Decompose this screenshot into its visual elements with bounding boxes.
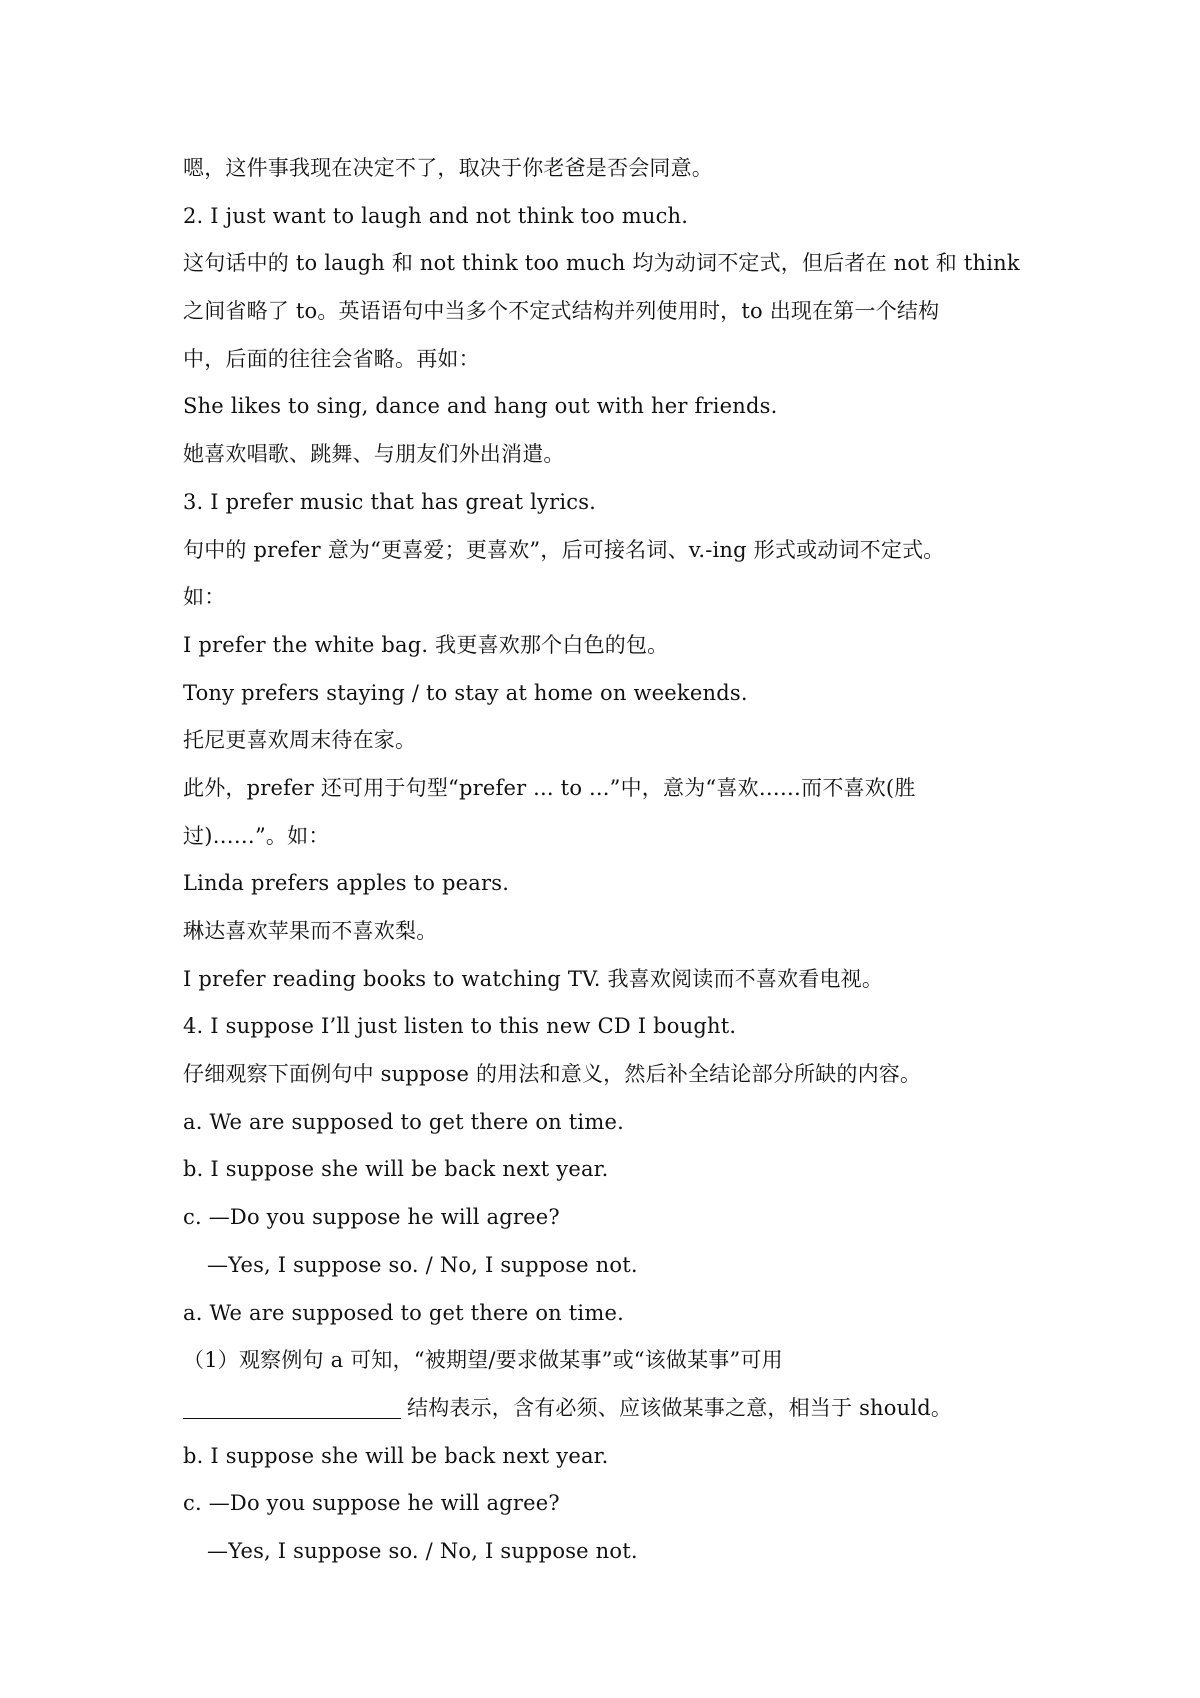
text-line: a. We are supposed to get there on time. [183,1109,624,1134]
text-line: 嗯，这件事我现在决定不了，取决于你老爸是否会同意。 [183,156,713,180]
text-line: Tony prefers staying / to stay at home on weekends. [183,680,748,705]
text-line: 这句话中的 to laugh 和 not think too much 均为动词不定式，但后者在 not 和 think [183,251,1020,276]
text-line: 琳达喜欢苹果而不喜欢梨。 [183,919,438,943]
text-line: 如： [183,585,226,610]
answer-blank[interactable] [183,1390,401,1419]
document-body [183,145,1033,1576]
text-line: 中，后面的往往会省略。再如： [183,346,480,371]
text-line-continuation: 结构表示，含有必须、应该做某事之意，相当于 should。 [407,1395,953,1420]
text-line: 过)……”。如： [183,823,330,848]
text-line: c. —Do you suppose he will agree? [183,1205,560,1230]
text-line: —Yes, I suppose so. / No, I suppose not. [207,1538,638,1563]
text-line: —Yes, I suppose so. / No, I suppose not. [207,1252,638,1277]
text-line: c. —Do you suppose he will agree? [183,1491,560,1516]
text-line: b. I suppose she will be back next year. [183,1157,609,1182]
text-line: 3. I prefer music that has great lyrics. [183,489,597,514]
fill-in-line [183,1385,1033,1433]
text-line: Linda prefers apples to pears. [183,871,510,896]
text-line: I prefer reading books to watching TV. 我喜欢阅读而不喜欢看电视。 [183,966,884,991]
text-line: I prefer the white bag. 我更喜欢那个白色的包。 [183,632,669,657]
text-line: 4. I suppose I’ll just listen to this new CD I bought. [183,1014,737,1039]
text-line: 2. I just want to laugh and not think too much. [183,203,689,228]
text-line: She likes to sing, dance and hang out with her friends. [183,394,778,419]
text-line: 她喜欢唱歌、跳舞、与朋友们外出消遣。 [183,442,565,467]
text-line: a. We are supposed to get there on time. [183,1300,624,1325]
text-line: 句中的 prefer 意为“更喜爱；更喜欢”，后可接名词、v.-ing 形式或动词不定式。 [183,537,945,562]
text-line: b. I suppose she will be back next year. [183,1443,609,1468]
text-line: （1）观察例句 a 可知，“被期望/要求做某事”或“该做某事”可用 [183,1348,783,1373]
text-line: 之间省略了 to。英语语句中当多个不定式结构并列使用时，to 出现在第一个结构 [183,299,940,324]
text-line: 仔细观察下面例句中 suppose 的用法和意义，然后补全结论部分所缺的内容。 [183,1062,922,1087]
text-line: 托尼更喜欢周末待在家。 [183,728,417,753]
text-line: 此外，prefer 还可用于句型“prefer ... to ...”中，意为“喜欢……而不喜欢(胜 [183,775,916,800]
